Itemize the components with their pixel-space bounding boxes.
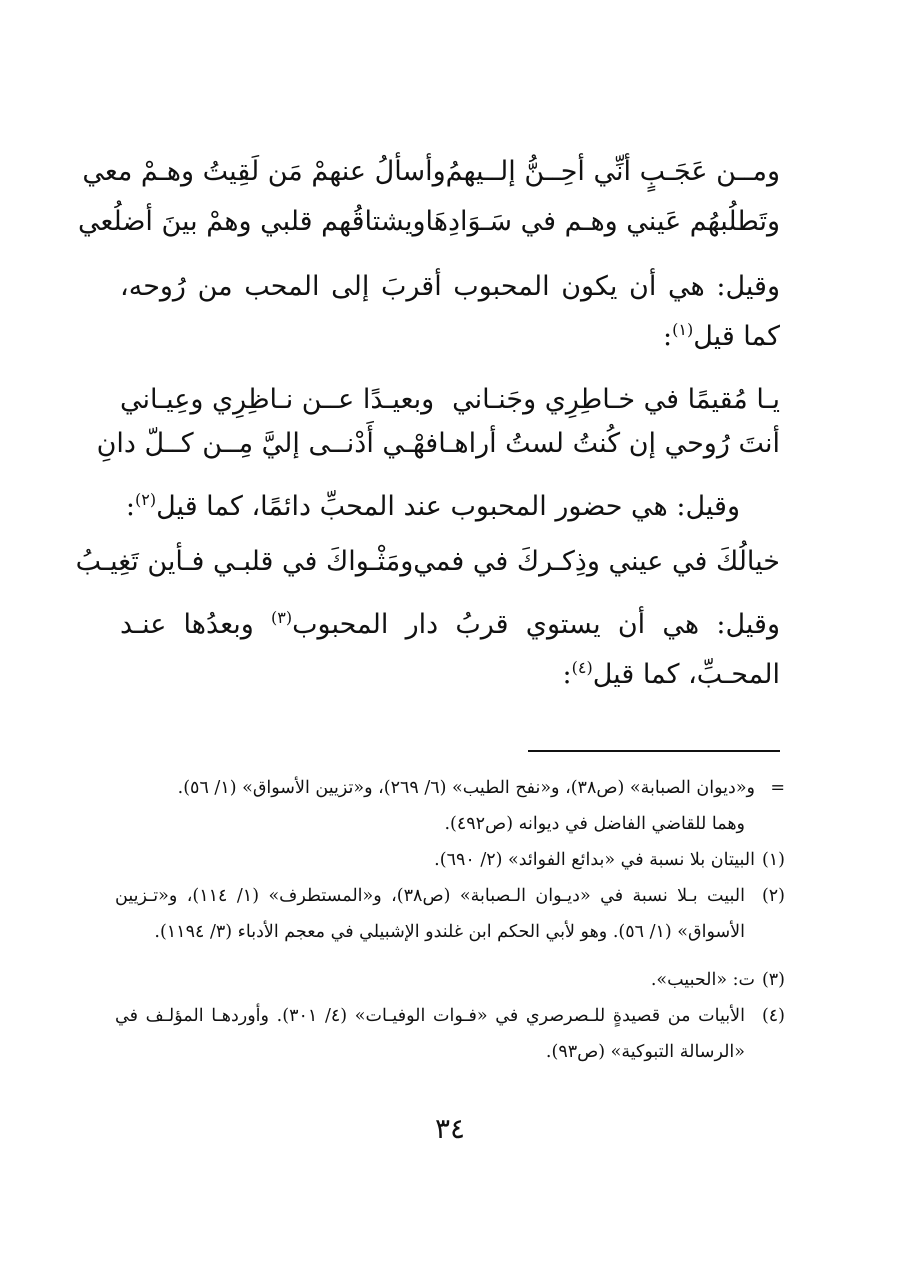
- footnote-text: وهما للقاضي الفاضل في ديوانه (ص٤٩٢).: [444, 814, 745, 834]
- prose-paragraph: [120, 262, 780, 362]
- prose-colon: :: [663, 321, 673, 352]
- footnote-separator: [528, 750, 780, 752]
- verse-line: [96, 424, 780, 466]
- footnote-continuation: [115, 770, 785, 806]
- footnote-3: [115, 962, 785, 998]
- page-number: ٣٤: [434, 1112, 466, 1145]
- prose-text: وقيل: هي أن يكون المحبوب أقربَ إلى المحب من رُوحه، كما قيل: [120, 271, 780, 352]
- verse-line: [82, 152, 780, 194]
- footnote-text: البيتان بلا نسبة في «بدائع الفوائد» (٢/ ٦٩٠).: [434, 850, 755, 870]
- footnote-number: (٢): [761, 886, 785, 906]
- footnote-number: (١): [761, 850, 785, 870]
- prose-paragraph: [120, 482, 780, 532]
- footnote-text: و«ديوان الصبابة» (ص٣٨)، و«نفح الطيب» (٦/ ٢٦٩)، و«تزيين الأسواق» (١/ ٥٦).: [177, 778, 755, 798]
- prose-colon: :: [125, 491, 135, 522]
- footnote-number: (٣): [761, 970, 785, 990]
- prose-colon: :: [562, 659, 572, 690]
- verse-line: [77, 202, 780, 244]
- footnote-1: [115, 842, 785, 878]
- footnote-number: (٤): [761, 1006, 785, 1026]
- verse-hemistich-first: يـا مُقيمًا في خـاطِرِي وجَنـاني: [452, 384, 780, 415]
- verse-hemistich-second: فهْـي أَدْنــى إليَّ مِــن كــلّ دانِ: [96, 428, 439, 459]
- footnote-text: الأبيات من قصيدةٍ للـصرصري في «فـوات الوفيـات» (٤/ ٣٠١). وأوردهـا المؤلـف في «الرسالة التبوكية» (ص٩٣).: [115, 1006, 745, 1062]
- footnote-2: [115, 878, 785, 950]
- prose-text: وقيل: هي أن يستوي قربُ دار المحبوب: [292, 609, 780, 640]
- continuation-marker: =: [770, 778, 785, 798]
- verse-hemistich-first: ومــن عَجَـبٍ أنِّي أحِــنُّ إلــيهمُ: [445, 156, 780, 187]
- verse-hemistich-first: وتَطلُبهُم عَيني وهـم في سَـوَادِهَا: [425, 206, 780, 237]
- verse-hemistich-first: خيالُكَ في عيني وذِكـركَ في فمي: [413, 546, 780, 577]
- footnote-ref: (١): [672, 320, 694, 339]
- footnote-text: البيت بـلا نسبة في «ديـوان الـصبابة» (ص٣٨)، و«المستطرف» (١/ ١١٤)، و«تـزيين الأسواق» (١/ ٥٦). وهو لأبي الحكم ابن غلندو الإشبيلي في معجم الأدباء (٣/ ١١٩٤).: [115, 886, 745, 942]
- prose-text-continued: وبعدُها عنـد المحـبِّ، كما قيل: [120, 609, 780, 690]
- footnote-continuation-line: [115, 806, 785, 842]
- verse-hemistich-second: ومَثْـواكَ في قلبـي فـأين تَغِيـبُ: [75, 546, 414, 577]
- verse-line: [120, 380, 780, 422]
- verse-hemistich-second: ويشتاقُهم قلبي وهمْ بينَ أضلُعي: [77, 206, 426, 237]
- footnote-ref: (٣): [271, 608, 293, 627]
- prose-text: وقيل: هي حضور المحبوب عند المحبِّ دائمًا، كما قيل: [156, 491, 740, 522]
- prose-paragraph: [120, 600, 780, 700]
- footnote-4: [115, 998, 785, 1070]
- verse-hemistich-second: وبعيـدًا عــن نـاظِرِي وعِيـاني: [120, 384, 435, 415]
- verse-hemistich-first: أنتَ رُوحي إن كُنتُ لستُ أراهـا: [438, 428, 780, 459]
- footnote-ref: (٤): [571, 658, 593, 677]
- verse-line: [75, 542, 780, 584]
- verse-hemistich-second: وأسألُ عنهمْ مَن لَقِيتُ وهـمْ معي: [82, 156, 446, 187]
- footnote-text: ت: «الحبيب».: [650, 970, 755, 990]
- footnote-ref: (٢): [135, 490, 157, 509]
